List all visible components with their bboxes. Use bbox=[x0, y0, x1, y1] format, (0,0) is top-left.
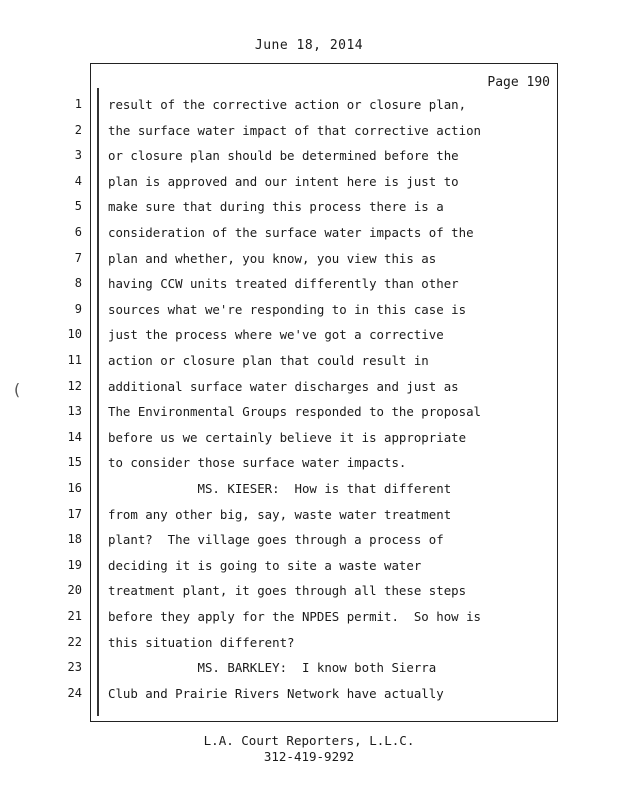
page-number: Page 190 bbox=[487, 75, 550, 90]
transcript-line bbox=[0, 654, 618, 680]
line-number: 17 bbox=[67, 506, 82, 521]
line-text: Club and Prairie Rivers Network have actually bbox=[108, 685, 444, 701]
footer-company: L.A. Court Reporters, L.L.C. bbox=[203, 733, 415, 748]
line-text: additional surface water discharges and just as bbox=[108, 378, 459, 394]
line-number: 12 bbox=[67, 378, 82, 393]
footer-phone: 312-419-9292 bbox=[263, 749, 355, 764]
scan-mark-left: ( bbox=[12, 380, 22, 399]
line-number: 11 bbox=[67, 353, 82, 367]
line-number: 9 bbox=[74, 301, 82, 316]
line-text: plan and whether, you know, you view this as bbox=[108, 250, 437, 266]
line-text: MS. BARKLEY: I know both Sierra bbox=[108, 660, 437, 676]
line-text: plan is approved and our intent here is just to bbox=[108, 173, 459, 189]
line-number: 3 bbox=[74, 148, 82, 163]
line-number: 6 bbox=[74, 225, 82, 239]
transcript-line bbox=[0, 449, 618, 475]
transcript-line bbox=[0, 680, 618, 706]
line-text: plant? The village goes through a process of bbox=[108, 532, 444, 548]
line-number: 10 bbox=[67, 327, 82, 342]
line-text: from any other big, say, waste water treatment bbox=[108, 506, 452, 522]
line-text: before us we certainly believe it is appropriate bbox=[108, 429, 467, 445]
line-number: 24 bbox=[67, 685, 82, 700]
transcript-line bbox=[0, 245, 618, 271]
line-text: sources what we're responding to in this case is bbox=[108, 301, 467, 317]
transcript-line bbox=[0, 629, 618, 655]
line-number: 13 bbox=[67, 404, 82, 419]
transcript-line bbox=[0, 270, 618, 296]
line-text: to consider those surface water impacts. bbox=[108, 455, 407, 471]
line-number: 5 bbox=[74, 199, 82, 214]
line-number: 16 bbox=[67, 481, 82, 495]
line-text: or closure plan should be determined before the bbox=[108, 148, 459, 164]
transcript-line bbox=[0, 347, 618, 373]
line-text: the surface water impact of that corrective action bbox=[108, 122, 481, 138]
line-text: result of the corrective action or closure plan, bbox=[108, 97, 467, 112]
line-number: 1 bbox=[74, 97, 82, 111]
transcript-line bbox=[0, 219, 618, 245]
line-number: 19 bbox=[67, 557, 82, 572]
transcript-line bbox=[0, 398, 618, 424]
line-text: The Environmental Groups responded to the proposal bbox=[108, 404, 481, 420]
line-text: action or closure plan that could result in bbox=[108, 353, 429, 368]
line-number: 4 bbox=[74, 173, 82, 188]
transcript-line bbox=[0, 603, 618, 629]
transcript-line bbox=[0, 526, 618, 552]
line-text: MS. KIESER: How is that different bbox=[108, 481, 452, 496]
line-text: make sure that during this process there is a bbox=[108, 199, 444, 215]
transcript-line bbox=[0, 193, 618, 219]
transcript-date: June 18, 2014 bbox=[254, 38, 364, 53]
line-number: 8 bbox=[74, 276, 82, 291]
line-number: 20 bbox=[67, 583, 82, 598]
line-text: this situation different? bbox=[108, 634, 295, 650]
line-number: 18 bbox=[67, 532, 82, 547]
line-number: 2 bbox=[74, 122, 82, 137]
line-text: just the process where we've got a corrective bbox=[108, 327, 444, 343]
line-number: 22 bbox=[67, 634, 82, 649]
transcript-line bbox=[0, 296, 618, 322]
transcript-line bbox=[0, 117, 618, 143]
transcript-line bbox=[0, 552, 618, 578]
line-number: 7 bbox=[74, 250, 82, 265]
line-text: having CCW units treated differently than other bbox=[108, 276, 459, 292]
transcript-line bbox=[0, 168, 618, 194]
line-text: treatment plant, it goes through all these steps bbox=[108, 583, 467, 599]
line-text: deciding it is going to site a waste water bbox=[108, 557, 422, 573]
transcript-line bbox=[0, 501, 618, 527]
transcript-line bbox=[0, 424, 618, 450]
transcript-line bbox=[0, 577, 618, 603]
transcript-line bbox=[0, 142, 618, 168]
line-number: 14 bbox=[67, 429, 82, 444]
transcript-line bbox=[0, 373, 618, 399]
line-text: before they apply for the NPDES permit. So how is bbox=[108, 609, 481, 624]
line-number: 21 bbox=[67, 609, 82, 623]
line-text: consideration of the surface water impacts of the bbox=[108, 225, 474, 240]
transcript-line bbox=[0, 475, 618, 501]
transcript-line bbox=[0, 321, 618, 347]
line-number: 23 bbox=[67, 660, 82, 675]
transcript-line bbox=[0, 91, 618, 117]
line-number: 15 bbox=[67, 455, 82, 470]
